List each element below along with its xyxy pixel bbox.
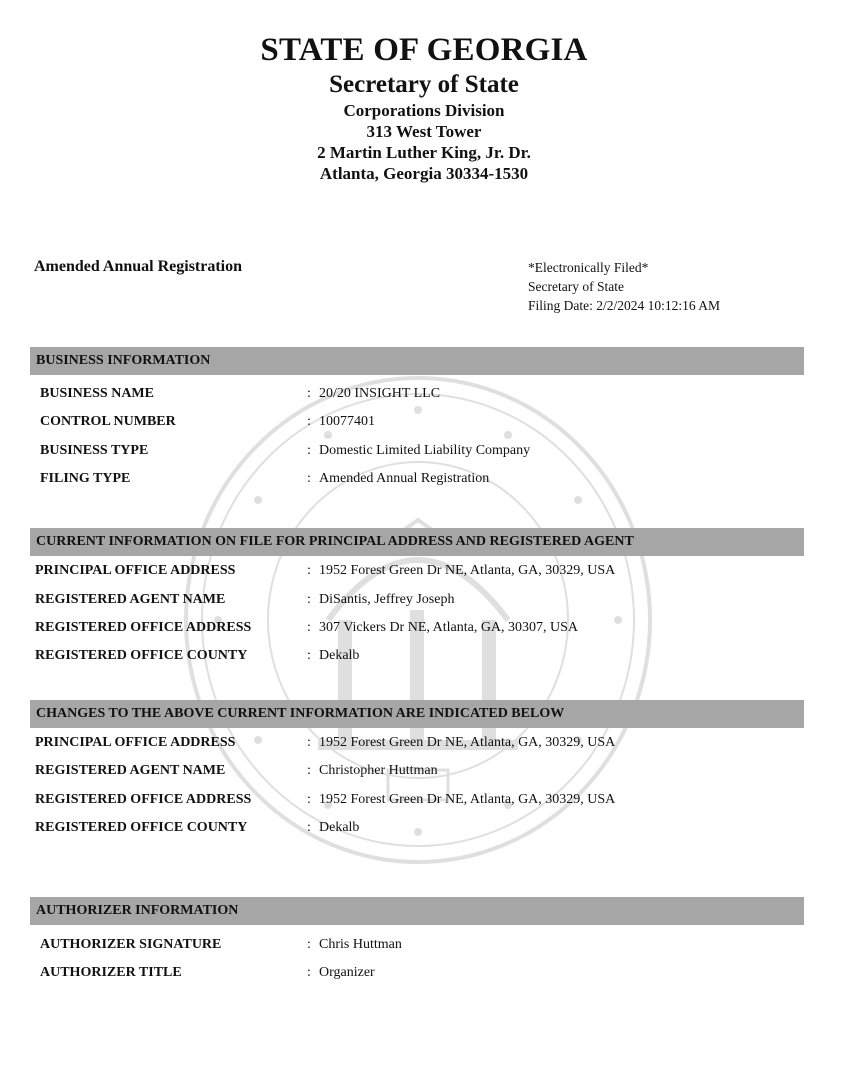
division-name: Corporations Division <box>343 101 505 120</box>
section-current-information: CURRENT INFORMATION ON FILE FOR PRINCIPAL ADDRESS AND REGISTERED AGENT <box>30 528 804 556</box>
field-colon: : <box>307 592 311 607</box>
changed-office-county-row <box>0 817 848 839</box>
field-value: DiSantis, Jeffrey Joseph <box>319 592 455 607</box>
field-value: Chris Huttman <box>319 937 402 952</box>
field-label: REGISTERED OFFICE ADDRESS <box>35 792 252 807</box>
field-label: FILING TYPE <box>40 471 131 486</box>
field-label: PRINCIPAL OFFICE ADDRESS <box>35 735 236 750</box>
field-label: REGISTERED OFFICE ADDRESS <box>35 620 252 635</box>
field-colon: : <box>307 648 311 663</box>
stamp-line-1: *Electronically Filed* <box>528 260 649 275</box>
field-colon: : <box>307 443 311 458</box>
field-value: Amended Annual Registration <box>319 471 490 486</box>
current-agent-name-row <box>0 589 848 611</box>
control-number-row <box>0 411 848 433</box>
office-address-line-1: 313 West Tower <box>366 122 482 141</box>
document-header <box>0 30 848 184</box>
field-colon: : <box>307 386 311 401</box>
field-label: AUTHORIZER SIGNATURE <box>40 937 222 952</box>
field-colon: : <box>307 763 311 778</box>
business-name-row <box>0 383 848 405</box>
changed-agent-name-row <box>0 760 848 782</box>
stamp-line-2: Secretary of State <box>528 279 624 294</box>
current-office-address-row <box>0 617 848 639</box>
section-authorizer-information: AUTHORIZER INFORMATION <box>30 897 804 925</box>
field-colon: : <box>307 792 311 807</box>
field-colon: : <box>307 735 311 750</box>
section-changes-information: CHANGES TO THE ABOVE CURRENT INFORMATION ARE INDICATED BELOW <box>30 700 804 728</box>
current-office-county-row <box>0 645 848 667</box>
field-label: CONTROL NUMBER <box>40 414 176 429</box>
authorizer-title-row <box>0 962 848 984</box>
field-label: AUTHORIZER TITLE <box>40 965 182 980</box>
office-title: Secretary of State <box>329 71 519 98</box>
field-value: Christopher Huttman <box>319 763 438 778</box>
field-value: 1952 Forest Green Dr NE, Atlanta, GA, 30329, USA <box>319 792 616 807</box>
field-value: 307 Vickers Dr NE, Atlanta, GA, 30307, USA <box>319 620 579 635</box>
field-label: REGISTERED AGENT NAME <box>35 763 226 778</box>
field-value: Organizer <box>319 965 375 980</box>
office-address-line-3: Atlanta, Georgia 30334-1530 <box>319 164 529 183</box>
field-value: 1952 Forest Green Dr NE, Atlanta, GA, 30329, USA <box>319 563 616 578</box>
authorizer-signature-row <box>0 934 848 956</box>
document-title: Amended Annual Registration <box>34 258 243 275</box>
field-colon: : <box>307 937 311 952</box>
stamp-filing-date: Filing Date: 2/2/2024 10:12:16 AM <box>528 298 721 313</box>
field-label: PRINCIPAL OFFICE ADDRESS <box>35 563 236 578</box>
field-colon: : <box>307 471 311 486</box>
field-label: BUSINESS NAME <box>40 386 154 401</box>
changed-principal-address-row <box>0 732 848 754</box>
field-colon: : <box>307 965 311 980</box>
field-colon: : <box>307 820 311 835</box>
office-address-line-2: 2 Martin Luther King, Jr. Dr. <box>317 143 531 162</box>
state-title: STATE OF GEORGIA <box>260 32 588 68</box>
field-value: Dekalb <box>319 648 360 663</box>
field-value: Domestic Limited Liability Company <box>319 443 531 458</box>
filing-stamp <box>528 258 720 315</box>
field-colon: : <box>307 620 311 635</box>
field-colon: : <box>307 414 311 429</box>
current-principal-address-row <box>0 560 848 582</box>
business-type-row <box>0 440 848 462</box>
field-value: 1952 Forest Green Dr NE, Atlanta, GA, 30329, USA <box>319 735 616 750</box>
field-value: Dekalb <box>319 820 360 835</box>
field-label: BUSINESS TYPE <box>40 443 149 458</box>
field-label: REGISTERED AGENT NAME <box>35 592 226 607</box>
field-colon: : <box>307 563 311 578</box>
field-value: 20/20 INSIGHT LLC <box>319 386 441 401</box>
field-value: 10077401 <box>319 414 375 429</box>
filing-type-row <box>0 468 848 490</box>
changed-office-address-row <box>0 789 848 811</box>
field-label: REGISTERED OFFICE COUNTY <box>35 648 248 663</box>
section-business-information: BUSINESS INFORMATION <box>30 347 804 375</box>
field-label: REGISTERED OFFICE COUNTY <box>35 820 248 835</box>
